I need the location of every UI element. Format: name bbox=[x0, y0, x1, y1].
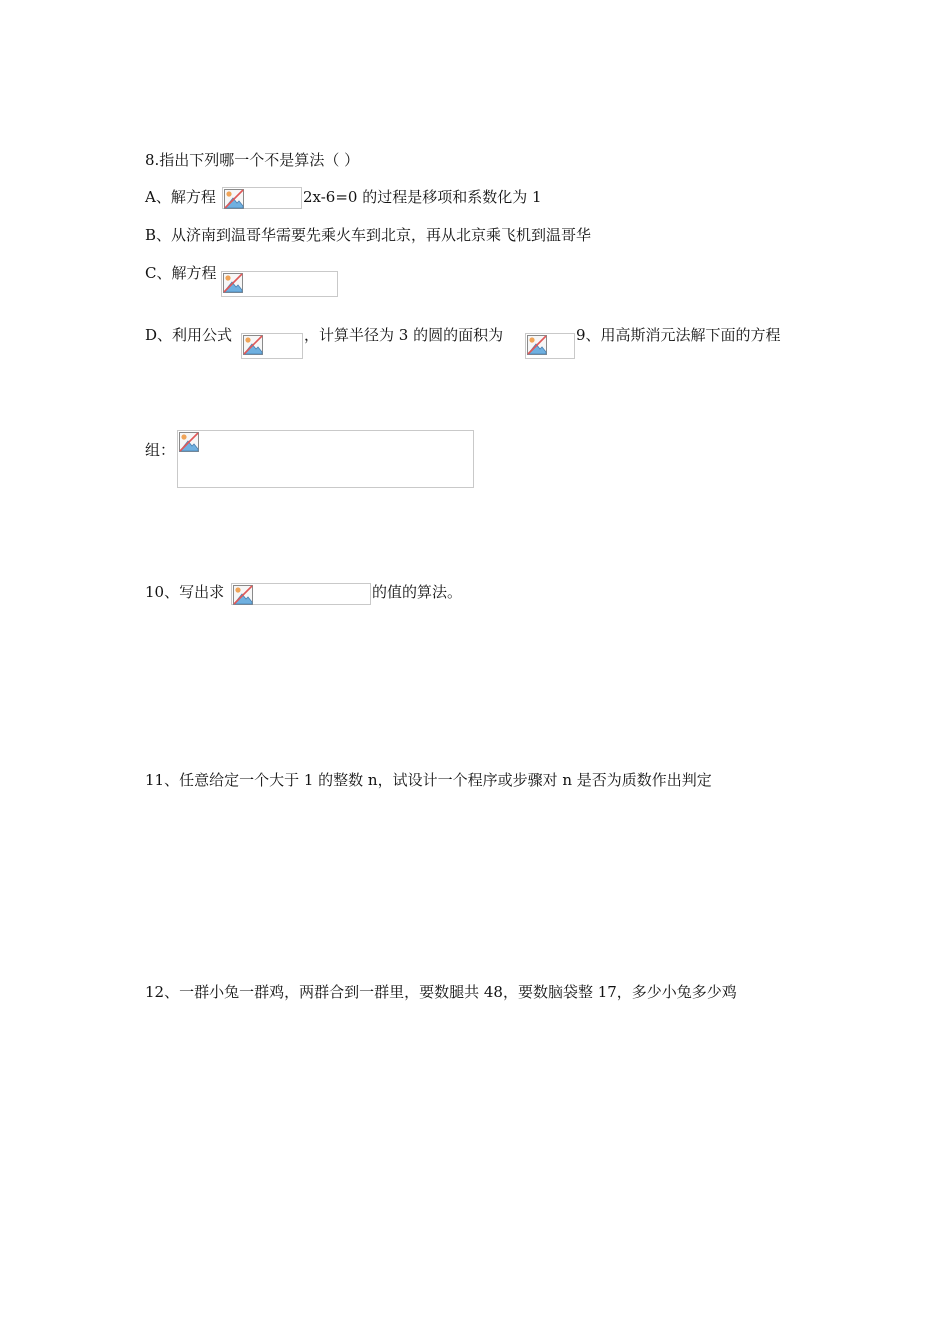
expression-image-q10 bbox=[231, 583, 371, 605]
q8-option-d-prefix: D、利用公式 bbox=[145, 326, 233, 344]
q12-text: 12、一群小兔一群鸡，两群合到一群里，要数腿共 48，要数脑袋整 17，多少小兔多少鸡 bbox=[145, 983, 737, 1001]
broken-image-icon bbox=[179, 432, 199, 452]
q10-prefix: 10、写出求 bbox=[145, 583, 225, 601]
q8-option-b: B、从济南到温哥华需要先乘火车到北京，再从北京乘飞机到温哥华 bbox=[145, 226, 592, 244]
equation-system-image bbox=[177, 430, 474, 488]
q8-option-c-prefix: C、解方程 bbox=[145, 264, 217, 282]
formula-image-d bbox=[241, 333, 303, 359]
q8-option-a-prefix: A、解方程 bbox=[145, 188, 216, 206]
broken-image-icon bbox=[243, 335, 263, 355]
area-image-d bbox=[525, 333, 575, 359]
q8-title: 8.指出下列哪一个不是算法（ ） bbox=[145, 151, 360, 169]
broken-image-icon bbox=[233, 585, 253, 605]
q9-tail: 组： bbox=[145, 441, 176, 459]
q9-lead: 9、用高斯消元法解下面的方程 bbox=[576, 326, 781, 344]
broken-image-icon bbox=[223, 273, 243, 293]
equation-image-a bbox=[222, 187, 302, 209]
q8-option-a-suffix: 2x-6=0 的过程是移项和系数化为 1 bbox=[303, 188, 542, 206]
broken-image-icon bbox=[527, 335, 547, 355]
q8-option-d-middle: ，计算半径为 3 的圆的面积为 bbox=[304, 326, 504, 344]
q11-text: 11、任意给定一个大于 1 的整数 n，试设计一个程序或步骤对 n 是否为质数作出判定 bbox=[145, 771, 712, 789]
q10-suffix: 的值的算法。 bbox=[372, 583, 463, 601]
equation-image-c bbox=[221, 271, 338, 297]
broken-image-icon bbox=[224, 189, 244, 209]
